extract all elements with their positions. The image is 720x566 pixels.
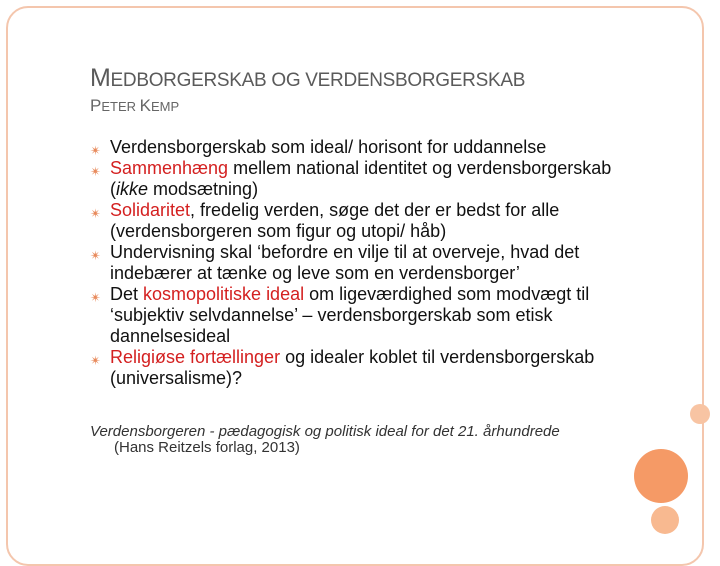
bullet-list xyxy=(90,137,650,389)
bullet-item xyxy=(90,158,650,200)
bullet-text: , fredelig verden, søge det der er bedst for alle (verdensborgeren som figur og utopi/ håb) xyxy=(110,200,560,241)
title-rest: EDBORGERSKAB OG VERDENSBORGERSKAB xyxy=(110,70,526,91)
bullet-text: og idealer koblet til verdensborgerskab (universalisme)? xyxy=(110,347,595,388)
bullet-icon: ✴ xyxy=(90,164,101,179)
slide-title xyxy=(90,64,525,93)
bullet-text: Undervisning skal ‘befordre en vilje til at overveje, hvad det indebærer at tænke og leve som en verdensborger’ xyxy=(110,242,580,283)
bullet-icon: ✴ xyxy=(90,248,101,263)
circle-large xyxy=(634,449,688,503)
emphasis-text: Religiøse fortællinger xyxy=(110,347,281,367)
bullet-text: Verdensborgerskab som ideal/ horisont for uddannelse xyxy=(110,137,547,157)
slide-subtitle xyxy=(90,96,179,116)
bullet-text: mellem national identitet og verdensborgerskab ( xyxy=(110,158,612,199)
bullet-icon: ✴ xyxy=(90,206,101,221)
bullet-text: ikke xyxy=(116,179,149,199)
subtitle-p1: P xyxy=(90,96,102,115)
bullet-text: om ligeværdighed som modvægt til ‘subjektiv selvdannelse’ – verdensborgerskab som etisk dannelsesideal xyxy=(110,284,590,346)
bullet-item xyxy=(90,347,650,389)
bullet-item xyxy=(90,242,650,284)
bullet-icon: ✴ xyxy=(90,353,101,368)
reference-line2: (Hans Reitzels forlag, 2013) xyxy=(114,439,300,456)
subtitle-p2: K xyxy=(139,96,151,115)
circle-small xyxy=(690,404,710,424)
reference xyxy=(90,424,650,456)
subtitle-r2: EMP xyxy=(150,99,180,114)
bullet-item xyxy=(90,200,650,242)
bullet-icon: ✴ xyxy=(90,290,101,305)
bullet-icon: ✴ xyxy=(90,143,101,158)
emphasis-text: Solidaritet xyxy=(110,200,191,220)
emphasis-text: kosmopolitiske ideal xyxy=(143,284,305,304)
bullet-text: modsætning) xyxy=(148,179,259,199)
bullet-item xyxy=(90,137,650,158)
circle-medium xyxy=(651,506,679,534)
bullet-text: Det xyxy=(110,284,144,304)
bullet-item xyxy=(90,284,650,347)
subtitle-r1: ETER xyxy=(101,99,140,114)
reference-line1: Verdensborgeren - pædagogisk og politisk ideal for det 21. århundrede xyxy=(90,423,560,440)
emphasis-text: Sammenhæng xyxy=(110,158,229,178)
title-first-letter: M xyxy=(90,64,111,92)
